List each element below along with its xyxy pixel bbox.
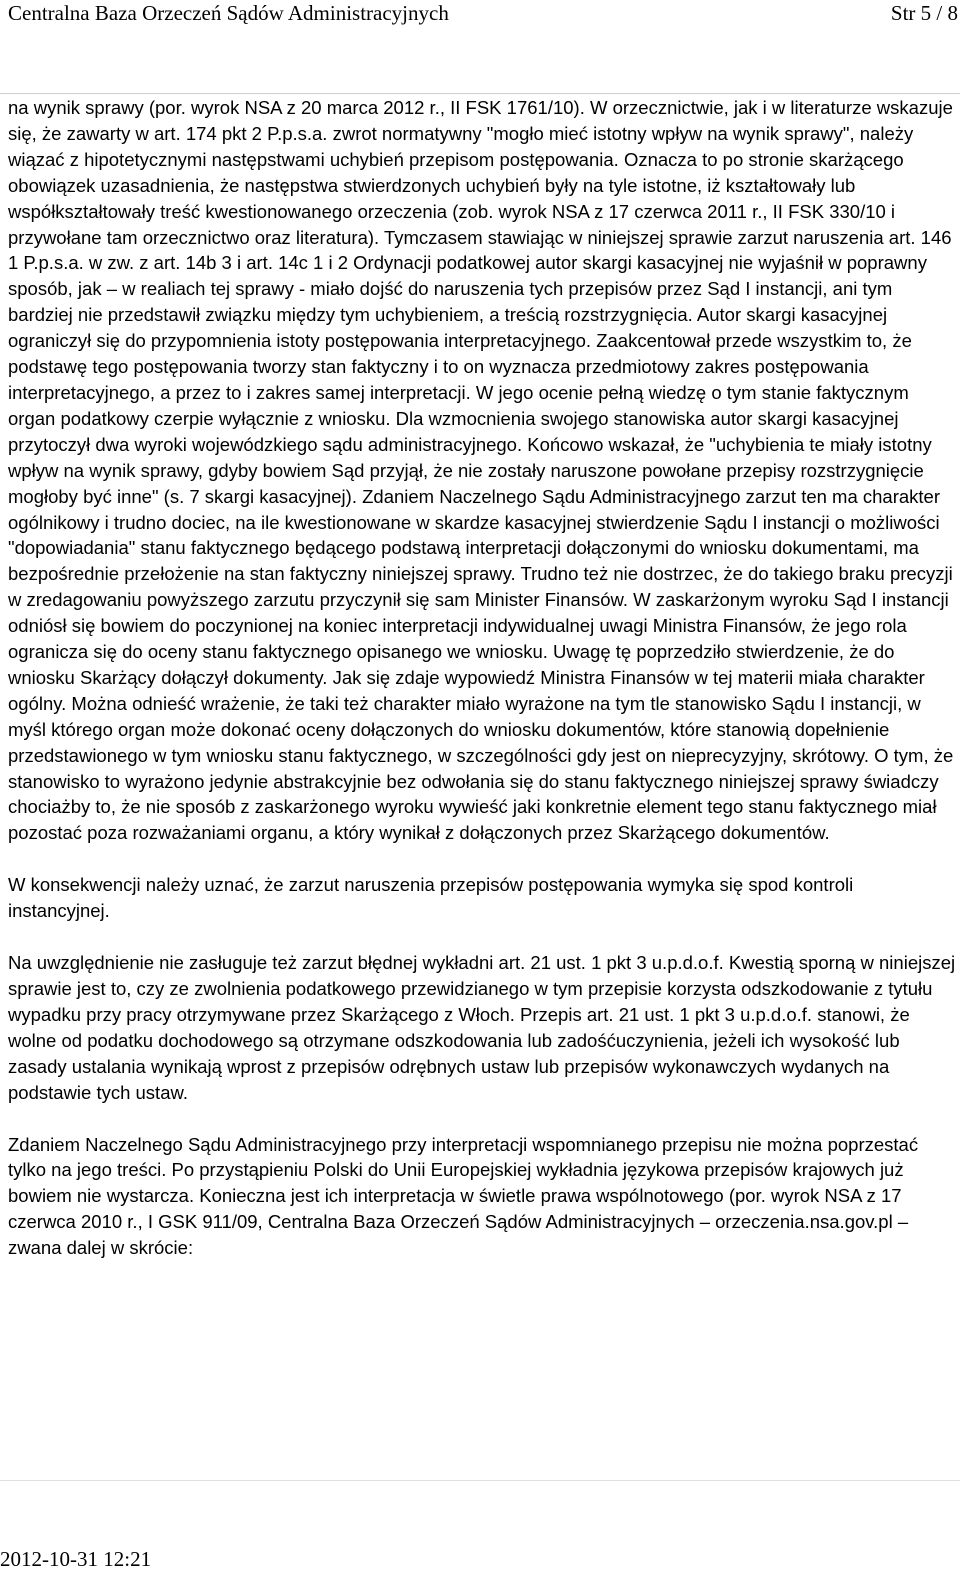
header-divider	[0, 93, 960, 94]
footer-divider	[0, 1480, 960, 1481]
body-paragraph: na wynik sprawy (por. wyrok NSA z 20 marca 2012 r., II FSK 1761/10). W orzecznictwie, jak i w literaturze wskazuje się, że zawarty w art. 174 pkt 2 P.p.s.a. zwrot normatywny "mogło mieć istotny wpływ na wynik sprawy", należy wiązać z hipotetycznymi następstwami uchybień przepisom postępowania. Oznacza to po stronie skarżącego obowiązek uzasadnienia, że następstwa stwierdzonych uchybień były na tyle istotne, iż kształtowały lub współkształtowały treść kwestionowanego orzeczenia (zob. wyrok NSA z 17 czerwca 2011 r., II FSK 330/10 i przywołane tam orzecznictwo oraz literatura). Tymczasem stawiając w niniejszej sprawie zarzut naruszenia art. 146 1 P.p.s.a. w zw. z art. 14b 3 i art. 14c 1 i 2 Ordynacji podatkowej autor skargi kasacyjnej nie wyjaśnił w poprawny sposób, jak – w realiach tej sprawy - miało dojść do naruszenia tych przepisów przez Sąd I instancji, ani tym bardziej nie przedstawił związku między tym uchybieniem, a treścią rozstrzygnięcia. Autor skargi kasacyjnej ograniczył się do przypomnienia istoty postępowania interpretacyjnego. Zaakcentował przede wszystkim to, że podstawę tego postępowania tworzy stan faktyczny i to on wyznacza przedmiotowy zakres postępowania interpretacyjnego, a przez to i zakres samej interpretacji. W jego ocenie pełną wiedzę o tym stanie faktycznym organ podatkowy czerpie wyłącznie z wniosku. Dla wzmocnienia swojego stanowiska autor skargi kasacyjnej przytoczył dwa wyroki wojewódzkiego sądu administracyjnego. Końcowo wskazał, że "uchybienia te miały istotny wpływ na wynik sprawy, gdyby bowiem Sąd przyjął, że nie zostały naruszone powołane przepisy rozstrzygnięcie mogłoby być inne" (s. 7 skargi kasacyjnej). Zdaniem Naczelnego Sądu Administracyjnego zarzut ten ma charakter ogólnikowy i trudno dociec, na ile kwestionowane w skardze kasacyjnej stwierdzenie Sądu I instancji o możliwości "dopowiadania" stanu faktycznego będącego podstawą interpretacji dołączonymi do wniosku dokumentami, ma bezpośrednie przełożenie na stan faktyczny niniejszej sprawy. Trudno też nie dostrzec, że do takiego braku precyzji w zredagowaniu powyższego zarzutu przyczynił się sam Minister Finansów. W zaskarżonym wyroku Sąd I instancji odniósł się bowiem do poczynionej na koniec interpretacji indywidualnej uwagi Ministra Finansów, że jego rola ogranicza się do oceny stanu faktycznego opisanego we wniosku. Uwagę tę poprzedziło stwierdzenie, że do wniosku Skarżący dołączył dokumenty. Jak się zdaje wypowiedź Ministra Finansów w tej materii miała charakter ogólny. Można odnieść wrażenie, że taki też charakter miało wyrażone na tym tle stanowisko Sądu I instancji, w myśl którego organ może dokonać oceny dołączonych do wniosku dokumentów, które stanowią dopełnienie przedstawionego w tym wniosku stanu faktycznego, w szczególności gdy jest on nieprecyzyjny, skrótowy. O tym, że stanowisko to wyrażono jedynie abstrakcyjnie bez odwołania się do stanu faktycznego niniejszej sprawy świadczy chociażby to, że nie sposób z zaskarżonego wyroku wywieść jaki konkretnie element tego stanu faktycznego miał pozostać poza rozważaniami organu, a który wynikał z dołączonych przez Skarżącego dokumentów.	[8, 97, 954, 844]
page-header	[0, 0, 960, 34]
print-timestamp: 2012-10-31 12:21	[0, 1547, 152, 1571]
document-source-title: Centralna Baza Orzeczeń Sądów Administracyjnych	[8, 1, 449, 25]
page-number: Str 5 / 8	[890, 1, 958, 25]
body-paragraph: Zdaniem Naczelnego Sądu Administracyjnego przy interpretacji wspomnianego przepisu nie można poprzestać tylko na jego treści. Po przystąpieniu Polski do Unii Europejskiej wykładnia językowa przepisów krajowych już bowiem nie wystarcza. Konieczna jest ich interpretacja w świetle prawa wspólnotowego (por. wyrok NSA z 17 czerwca 2010 r., I GSK 911/09, Centralna Baza Orzeczeń Sądów Administracyjnych – orzeczenia.nsa.gov.pl – zwana dalej w skrócie:	[8, 1133, 919, 1259]
body-paragraph: W konsekwencji należy uznać, że zarzut naruszenia przepisów postępowania wymyka się spod kontroli instancyjnej.	[8, 874, 854, 922]
body-paragraph: Na uwzględnienie nie zasługuje też zarzut błędnej wykładni art. 21 ust. 1 pkt 3 u.p.d.o.f. Kwestią sporną w niniejszej sprawie jest to, czy ze zwolnienia podatkowego przewidzianego w tym przepisie korzysta odszkodowanie z tytułu wypadku przy pracy otrzymywane przez Skarżącego z Włoch. Przepis art. 21 ust. 1 pkt 3 u.p.d.o.f. stanowi, że wolne od podatku dochodowego są otrzymane odszkodowania lub zadośćuczynienia, jeżeli ich wysokość lub zasady ustalania wynikają wprost z przepisów odrębnych ustaw lub przepisów wykonawczych wydanych na podstawie tych ustaw.	[8, 952, 956, 1103]
document-body	[8, 95, 956, 1287]
